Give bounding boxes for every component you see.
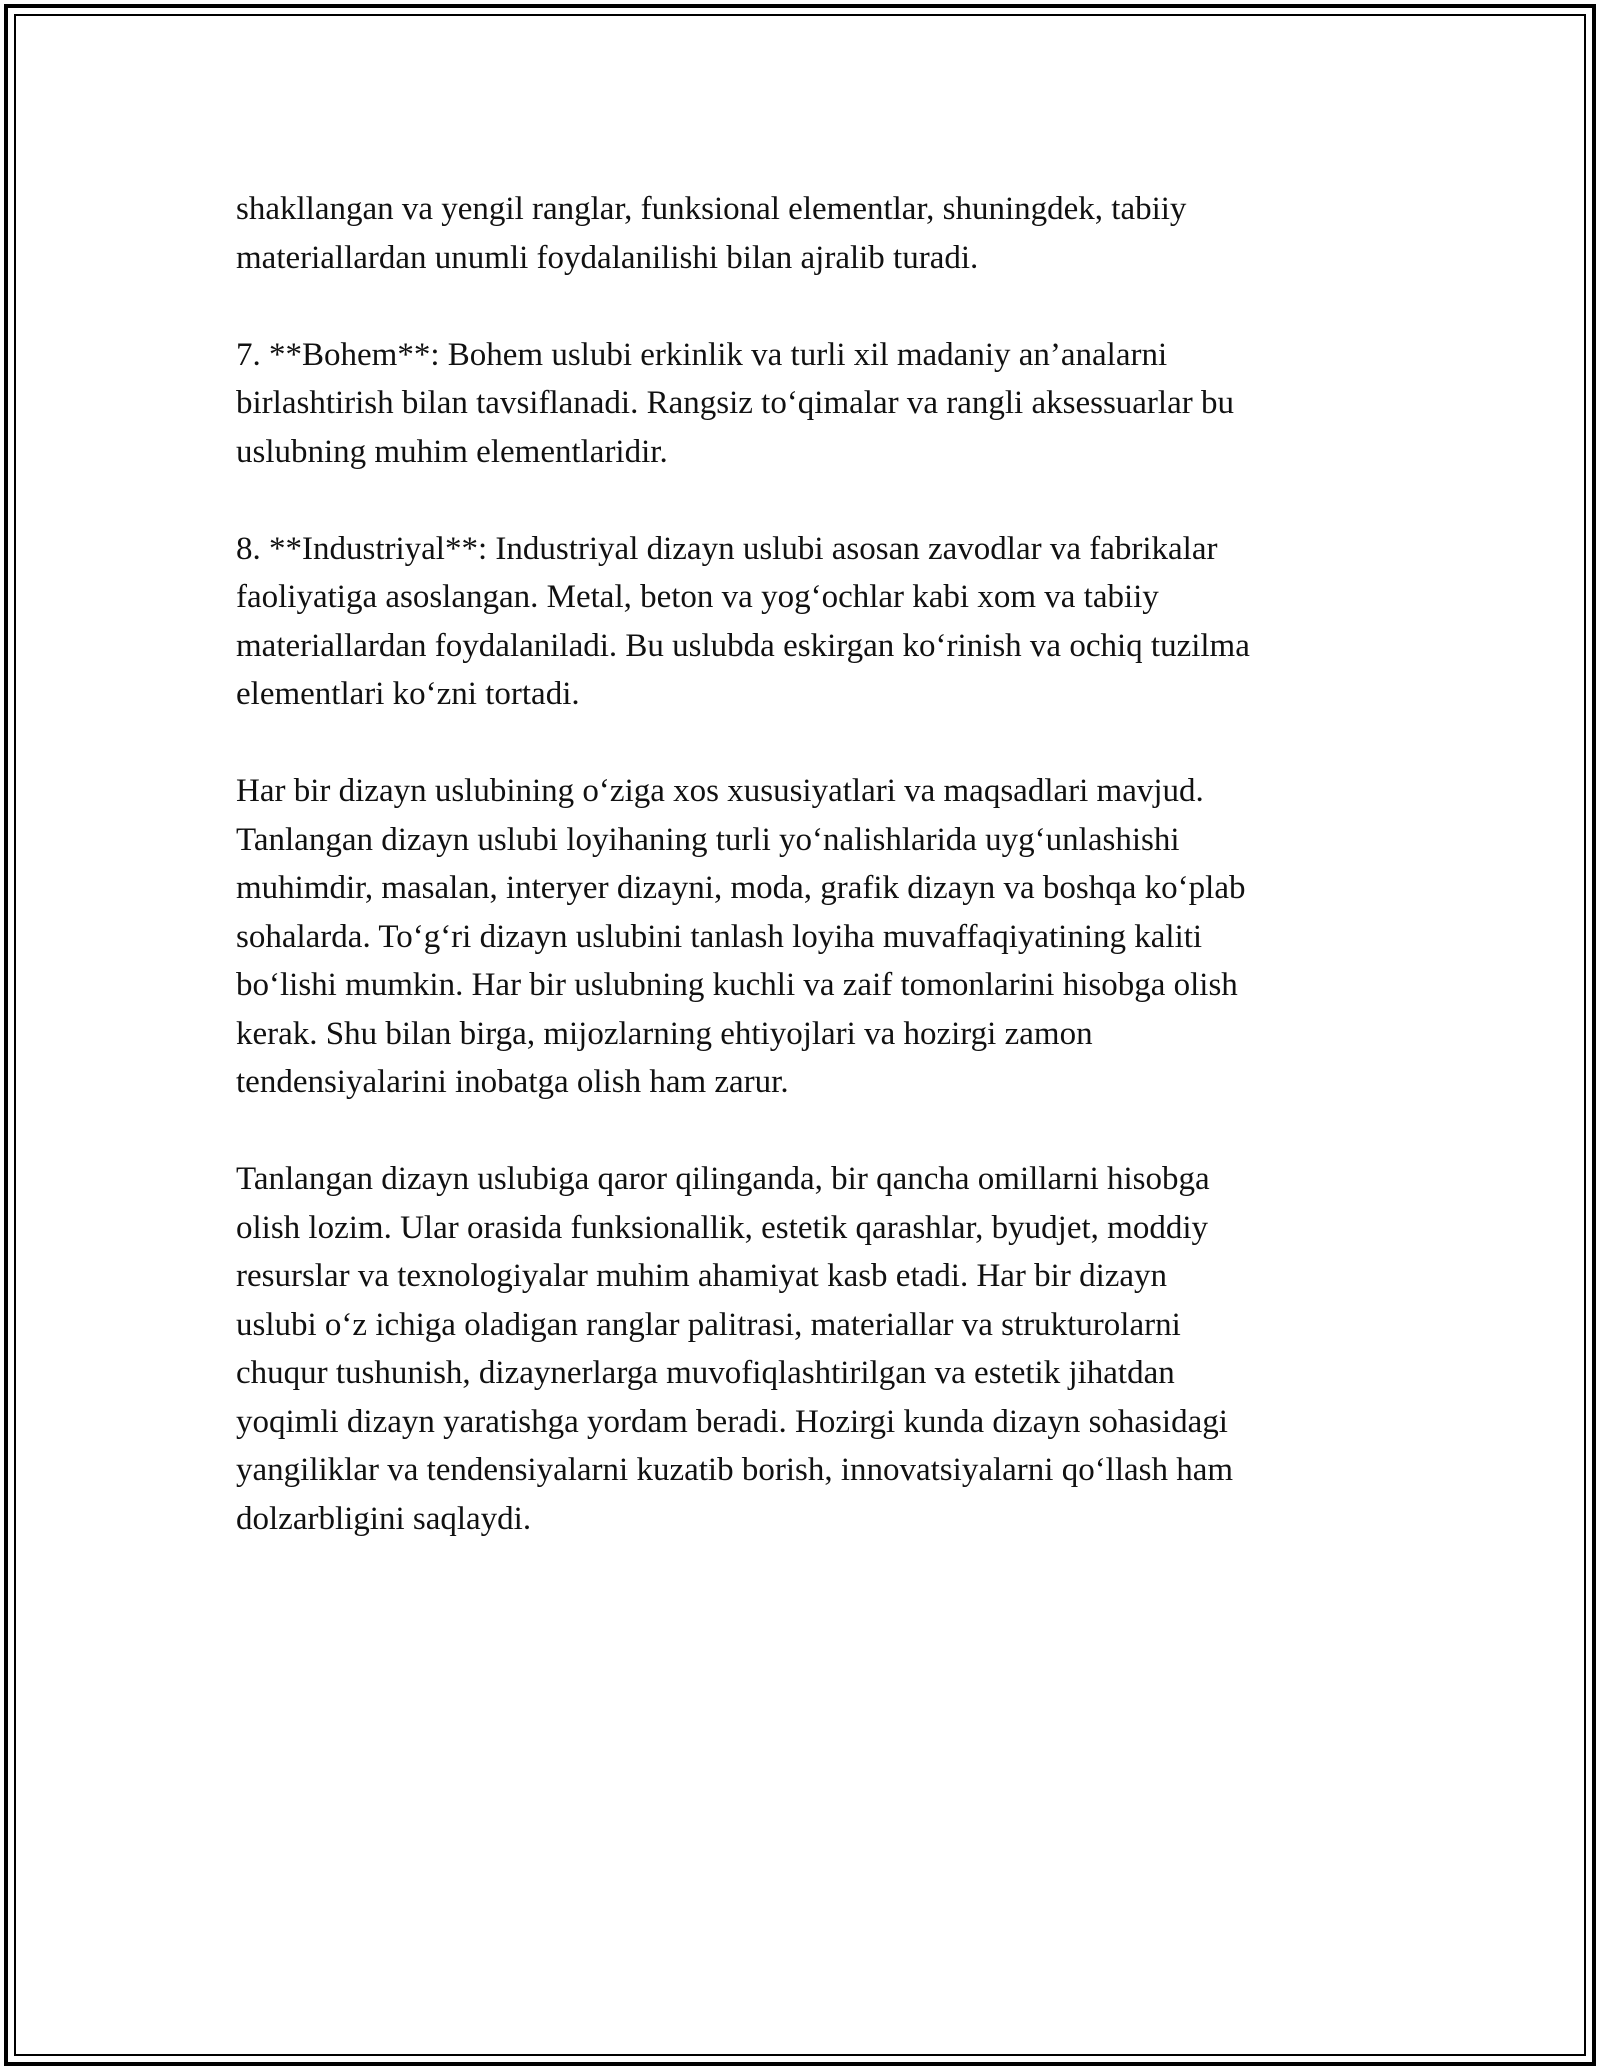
document-body xyxy=(236,185,1396,1592)
paragraph-intro-continuation: shakllangan va yengil ranglar, funksional elementlar, shuningdek, tabiiy materiallardan unumli foydalanilishi bilan ajralib turadi. xyxy=(236,191,1187,276)
paragraph-choosing-design-style: Tanlangan dizayn uslubiga qaror qilinganda, bir qancha omillarni hisobga olish lozim. Ular orasida funksionallik, estetik qarashlar, byudjet, moddiy resurslar va texnologiyalar muhim ahamiyat kasb etadi. Har bir dizayn uslubi o‘z ichiga oladigan ranglar palitrasi, materiallar va strukturolarni chuqur tushunish, dizaynerlarga muvofiqlashtirilgan va estetik jihatdan yoqimli dizayn yaratishga yordam beradi. Hozirgi kunda dizayn sohasidagi yangiliklar va tendensiyalarni kuzatib borish, innovatsiyalarni qo‘llash ham dolzarbligini saqlaydi. xyxy=(236,1161,1234,1537)
paragraph-design-style-features: Har bir dizayn uslubining o‘ziga xos xususiyatlari va maqsadlari mavjud. Tanlangan dizayn uslubi loyihaning turli yo‘nalishlarida uyg‘unlashishi muhimdir, masalan, interyer dizayni, moda, grafik dizayn va boshqa ko‘plab sohalarda. To‘g‘ri dizayn uslubini tanlash loyiha muvaffaqiyatining kaliti bo‘lishi mumkin. Har bir uslubning kuchli va zaif tomonlarini hisobga olish kerak. Shu bilan birga, mijozlarning ehtiyojlari va hozirgi zamon tendensiyalarini inobatga olish ham zarur. xyxy=(236,773,1246,1100)
paragraph-industriyal: 8. **Industriyal**: Industriyal dizayn uslubi asosan zavodlar va fabrikalar faoliyatiga asoslangan. Metal, beton va yog‘ochlar kabi xom va tabiiy materiallardan foydalaniladi. Bu uslubda eskirgan ko‘rinish va ochiq tuzilma elementlari ko‘zni tortadi. xyxy=(236,530,1250,712)
paragraph-bohem: 7. **Bohem**: Bohem uslubi erkinlik va turli xil madaniy an’analarni birlashtirish bilan tavsiflanadi. Rangsiz to‘qimalar va rangli aksessuarlar bu uslubning muhim elementlaridir. xyxy=(236,336,1234,470)
